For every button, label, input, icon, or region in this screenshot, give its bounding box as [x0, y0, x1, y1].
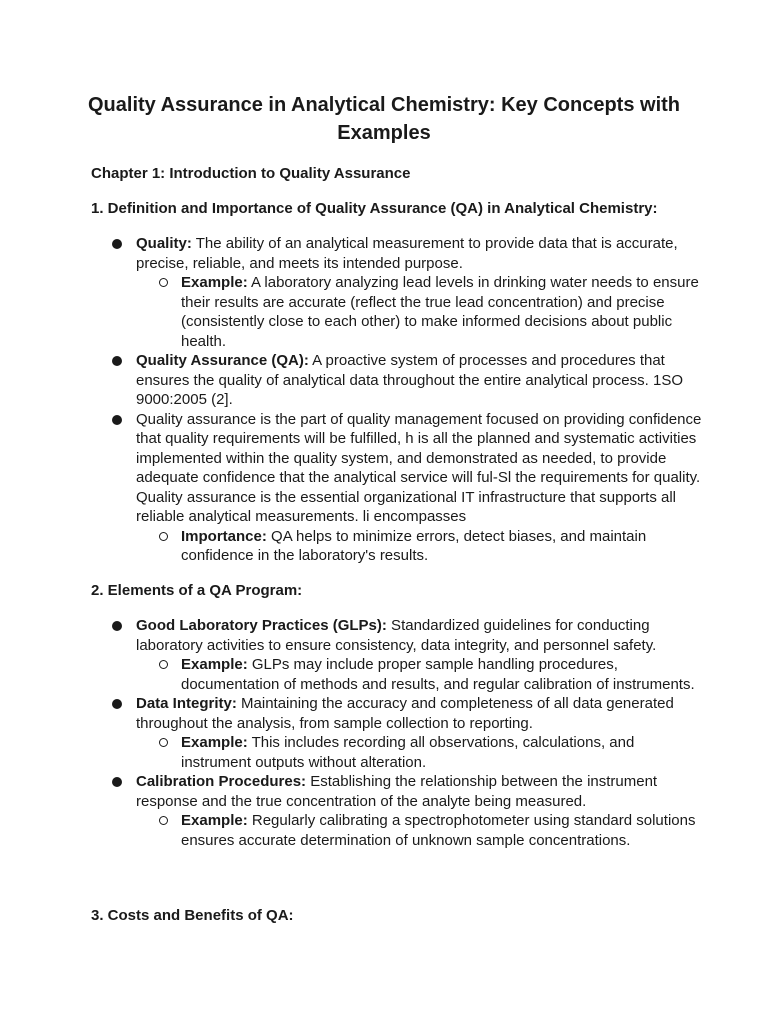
sub-bullet-text: This includes recording all observations, calculations, and instrument outputs without alteration. [181, 734, 635, 771]
bullet-label: Good Laboratory Practices (GLPs): [136, 617, 387, 634]
bullet-label: Quality Assurance (QA): [136, 352, 309, 369]
bullet-label: Quality: [136, 235, 192, 252]
sub-bullet-label: Importance: [181, 527, 267, 545]
bullet-text: Maintaining the accuracy and completeness of all data generated throughout the analysis, from sample collection to reporting. [136, 695, 674, 732]
bullet-text: Quality assurance is the part of quality management focused on providing confidence that quality requirements will be fulfilled, h is all the planned and systematic activities implemented within the quality system, and demonstrated as needed, to provide adequate confidence that the analytical service will ful-Sl the requirements for quality. Quality assurance is the essential organizational IT infrastructure that supports all reliable analytical measurements. li encompasses [136, 410, 702, 525]
sub-bullet-text: GLPs may include proper sample handling procedures, documentation of methods and results, and regular calibration of instruments. [181, 656, 695, 693]
list-item [108, 351, 708, 410]
section-2-list [108, 616, 708, 850]
sub-bullet-label: Example: [181, 656, 248, 673]
bullet-text: Establishing the relationship between the instrument response and the true concentration of the analyte being measured. [136, 773, 658, 810]
section-1-list [108, 234, 708, 566]
list-item [108, 772, 708, 850]
bullet-text: Standardized guidelines for conducting laboratory activities to ensure consistency, data integrity, and personnel safety. [136, 617, 657, 654]
sub-list-item [181, 733, 708, 772]
sub-bullet-text: Regularly calibrating a spectrophotometer using standard solutions ensures accurate determination of unknown sample concentrations. [181, 812, 696, 849]
chapter-heading: Chapter 1: Introduction to Quality Assurance [91, 165, 411, 182]
sub-list-item [181, 811, 708, 850]
sub-list-item [181, 527, 708, 566]
bullet-text: The ability of an analytical measurement to provide data that is accurate, precise, reliable, and meets its intended purpose. [136, 235, 678, 272]
sub-bullet-text: A laboratory analyzing lead levels in drinking water needs to ensure their results are accurate (reflect the true lead concentration) and precise (consistently close to each other) to make informed decisions about public health. [181, 274, 699, 350]
section-1-heading: 1. Definition and Importance of Quality Assurance (QA) in Analytical Chemistry: [91, 200, 658, 217]
list-item [108, 694, 708, 772]
bullet-label: Data Integrity: [136, 695, 237, 712]
sub-bullet-label: Example: [181, 734, 248, 751]
list-item [108, 410, 708, 566]
document-title: Quality Assurance in Analytical Chemistry: Key Concepts with Examples [87, 94, 680, 144]
sub-bullet-label: Example: [181, 274, 248, 291]
list-item [108, 234, 708, 351]
sub-bullet-label: Example: [181, 812, 248, 829]
section-3-heading: 3. Costs and Benefits of QA: [91, 907, 294, 924]
sub-bullet-text: QA helps to minimize errors, detect biases, and maintain confidence in the laboratory's results. [181, 527, 647, 564]
section-2-heading: 2. Elements of a QA Program: [91, 582, 303, 599]
sub-list-item [181, 273, 708, 351]
sub-list-item [181, 655, 708, 694]
list-item [108, 616, 708, 694]
bullet-text: A proactive system of processes and procedures that ensures the quality of analytical data throughout the entire analytical process. 1SO 9000:2005 (2]. [136, 352, 683, 408]
bullet-label: Calibration Procedures: [136, 773, 307, 790]
